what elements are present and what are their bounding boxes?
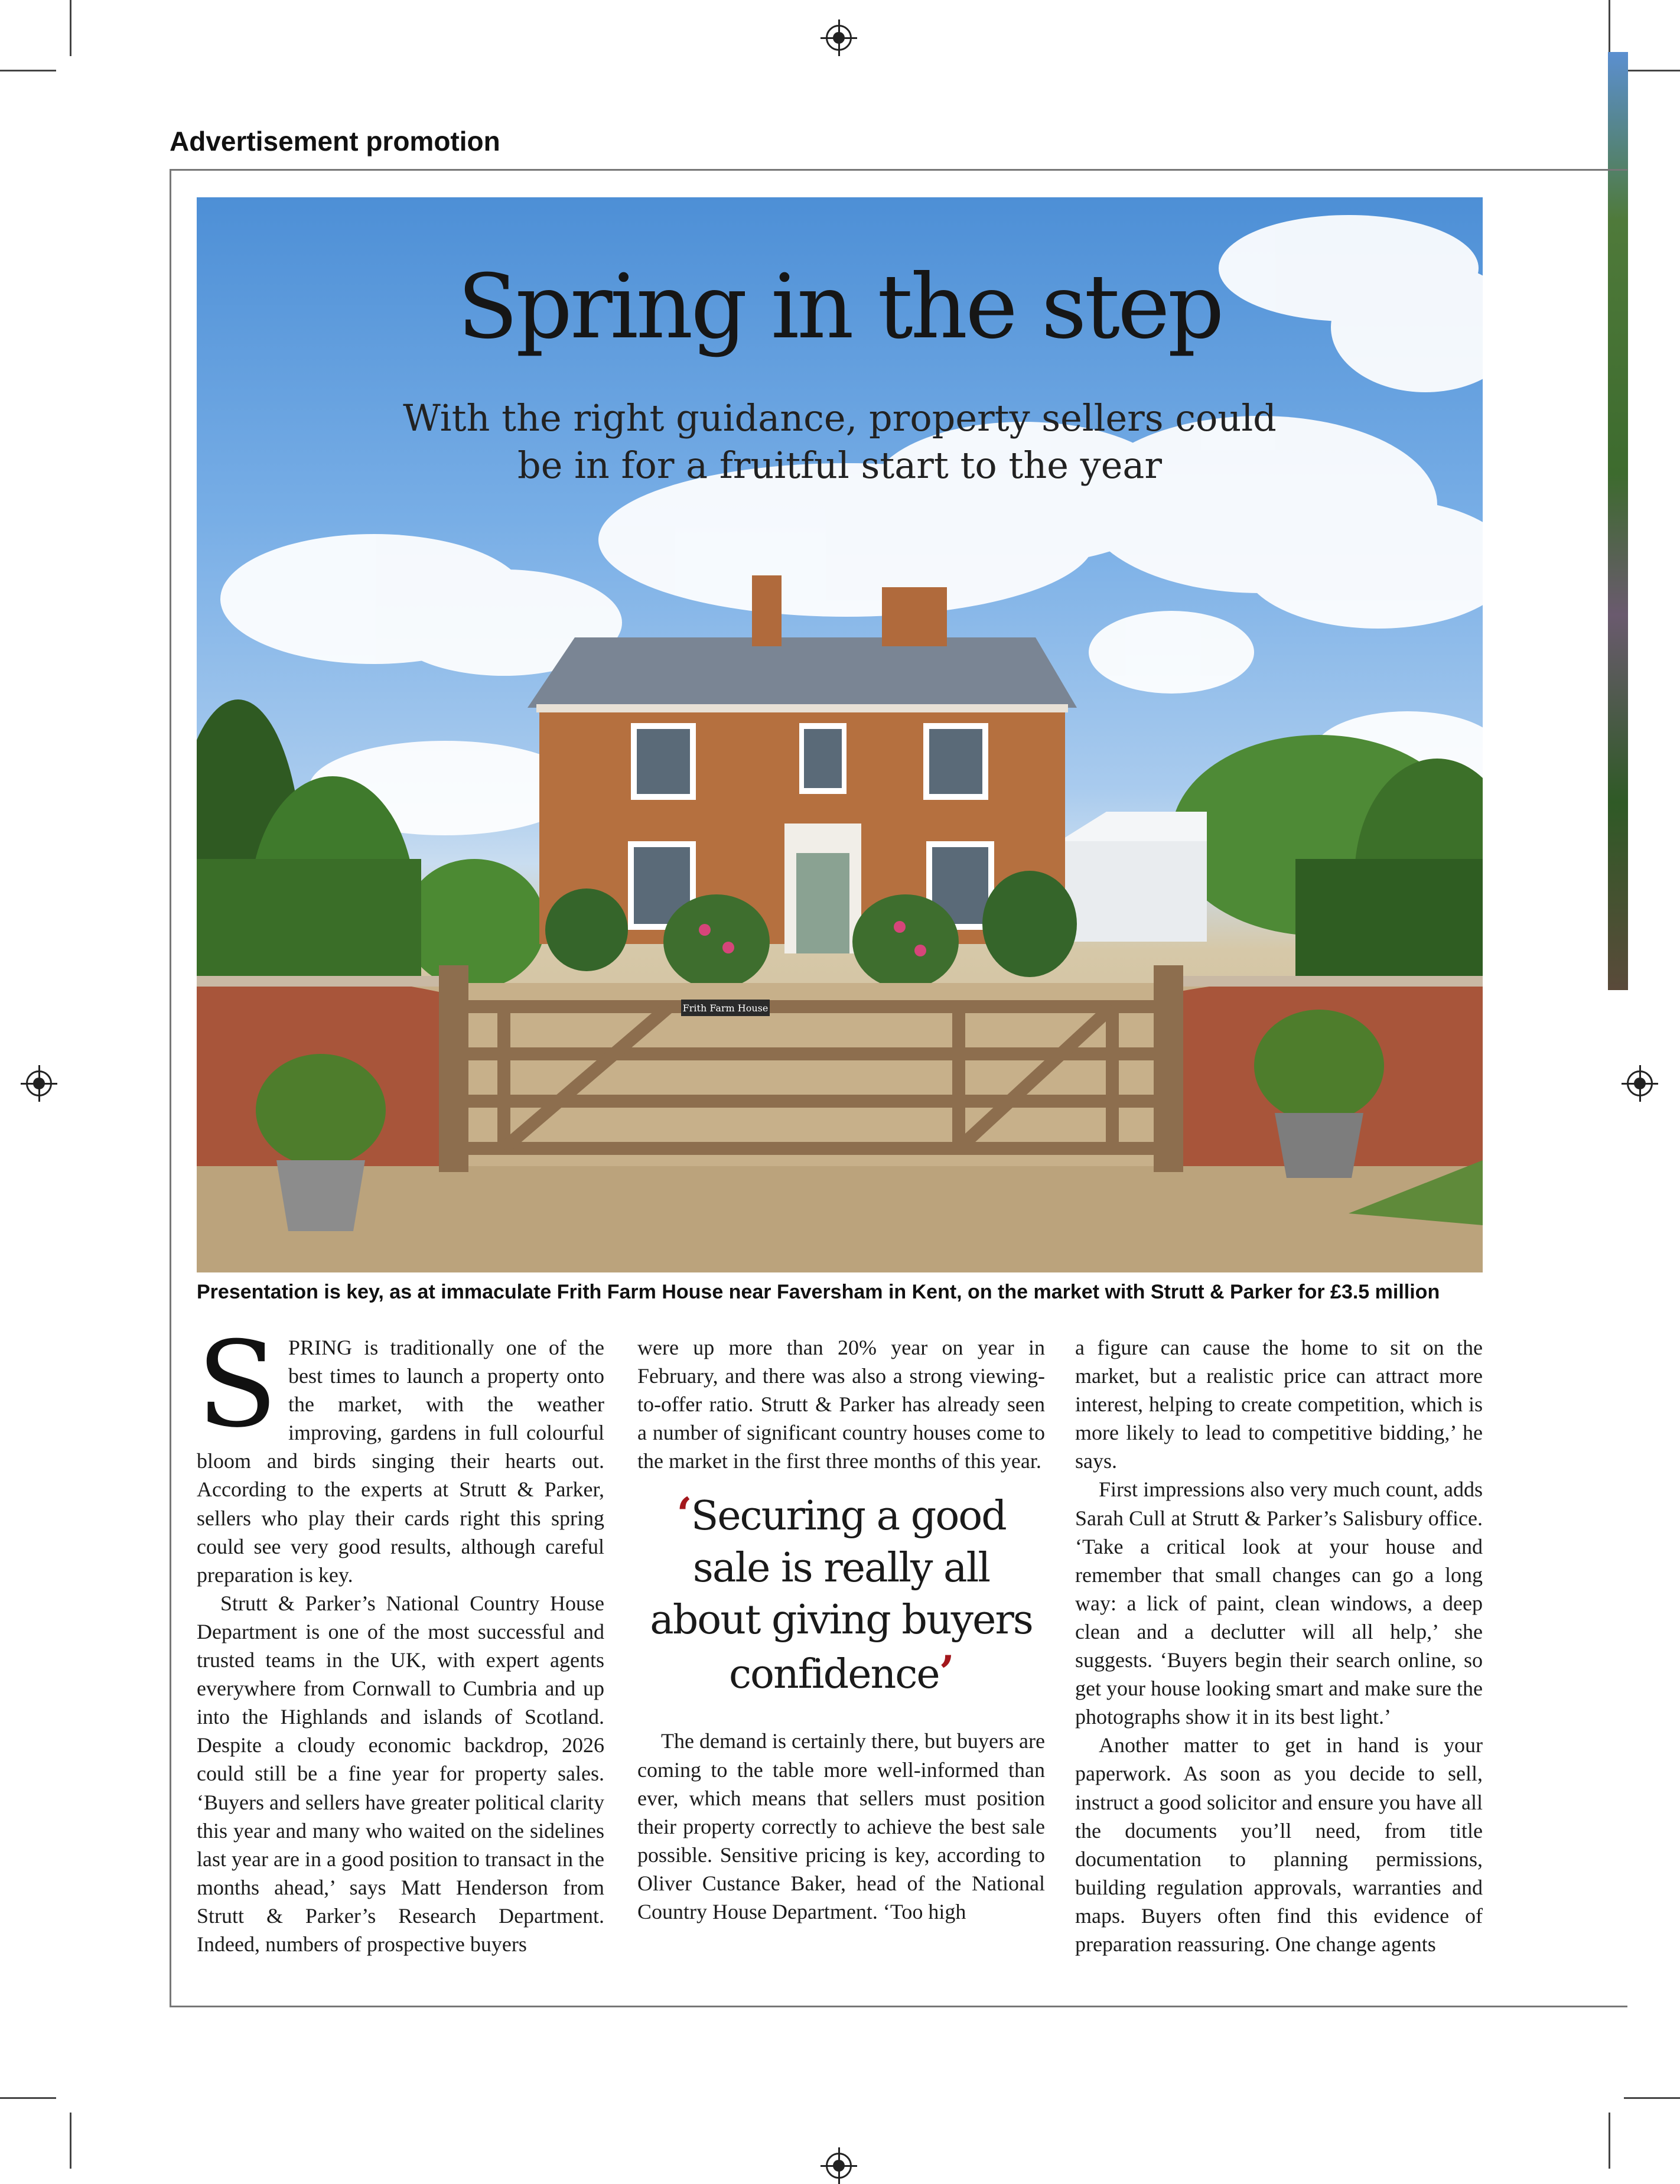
article-paragraph: a figure can cause the home to sit on the market, but a realistic price can attract more interest, helping to create competition, which is more likely to lead to competitive bidding,’ he says. — [1075, 1336, 1483, 1473]
crop-mark — [0, 2097, 56, 2099]
registration-mark-icon — [26, 1070, 52, 1096]
gate-sign: Frith Farm House — [682, 1003, 769, 1014]
standfirst-line: With the right guidance, property sellers could — [403, 396, 1277, 440]
pull-quote — [637, 1488, 1045, 1701]
crop-mark — [1609, 2113, 1610, 2169]
crop-mark — [0, 70, 56, 71]
paragraph-text: PRING is traditionally one of the best times to launch a property onto the market, with the weather improving, gardens in full colourful bloom and birds singing their hearts out. According to the experts at Strutt & Parker, sellers who play their cards right this spring could see very good results, although careful preparation is key. — [197, 1336, 604, 1587]
standfirst-line: be in for a fruitful start to the year — [517, 444, 1162, 487]
advertisement-label: Advertisement promotion — [170, 126, 500, 157]
pull-quote-text: Securing a good sale is really all about giving buyers confidence — [650, 1493, 1033, 1698]
headline: Spring in the step — [457, 256, 1222, 359]
registration-mark-icon — [1627, 1070, 1653, 1096]
quote-open-mark: ‘ — [676, 1488, 691, 1541]
article-paragraph: were up more than 20% year on year in February, and there was also a strong viewing-to-offer ratio. Strutt & Parker has already seen a number of significant country houses come to the market in the first three months of this year. — [637, 1336, 1045, 1473]
crop-mark — [1624, 2097, 1680, 2099]
article-paragraph: The demand is certainly there, but buyers are coming to the table more well-informed than ever, which means that sellers must position their property correctly to achieve the best sale possible. Sensitive pricing is key, according to Oliver Custance Baker, head of the National Country House Department. ‘Too high — [637, 1729, 1045, 1924]
registration-mark-icon — [826, 2153, 852, 2179]
article-paragraph — [197, 1316, 604, 1589]
drop-cap: S — [197, 1316, 278, 1454]
registration-mark-icon — [826, 25, 852, 51]
article-column-3 — [1075, 1333, 1483, 1958]
crop-mark — [1609, 0, 1610, 56]
article-column-2 — [637, 1333, 1045, 1926]
article-paragraph: Another matter to get in hand is your paperwork. As soon as you decide to sell, instruct a good solicitor and ensure you have all the documents you’ll need, from title documentation to planning permissions, building regulation approvals, warranties and maps. Buyers often find this evidence of preparation reassuring. One change agents — [1075, 1733, 1483, 1956]
crop-mark — [70, 2113, 71, 2169]
article-column-1 — [197, 1316, 604, 1958]
quote-close-mark: ’ — [939, 1646, 954, 1699]
house-illustration — [197, 197, 1483, 1272]
standfirst — [197, 395, 1483, 489]
crop-mark — [1624, 70, 1680, 71]
crop-mark — [70, 0, 71, 56]
photo-caption: Presentation is key, as at immaculate Frith Farm House near Faversham in Kent, on the market with Strutt & Parker for £3.5 million — [197, 1281, 1440, 1303]
article-paragraph: Strutt & Parker’s National Country House Department is one of the most successful and trusted teams in the UK, with expert agents everywhere from Cornwall to Cumbria and up into the Highlands and islands of Scotland. Despite a cloudy economic backdrop, 2026 could still be a fine year for property sales. ‘Buyers and sellers have greater political clarity this year and many who waited on the sidelines last year are in a good position to transact in the months ahead,’ says Matt Henderson from Strutt & Parker’s Research Department. Indeed, numbers of prospective buyers — [197, 1591, 604, 1956]
article-paragraph: First impressions also very much count, adds Sarah Cull at Strutt & Parker’s Salisbury office. ‘Take a critical look at your house and remember that small changes can go a long way: a lick of paint, clean windows, a deep clean and a declutter will all help,’ she suggests. ‘Buyers begin their search online, so get your house looking smart and make sure the photographs show it in its best light.’ — [1075, 1477, 1483, 1729]
hero-image — [197, 197, 1483, 1272]
